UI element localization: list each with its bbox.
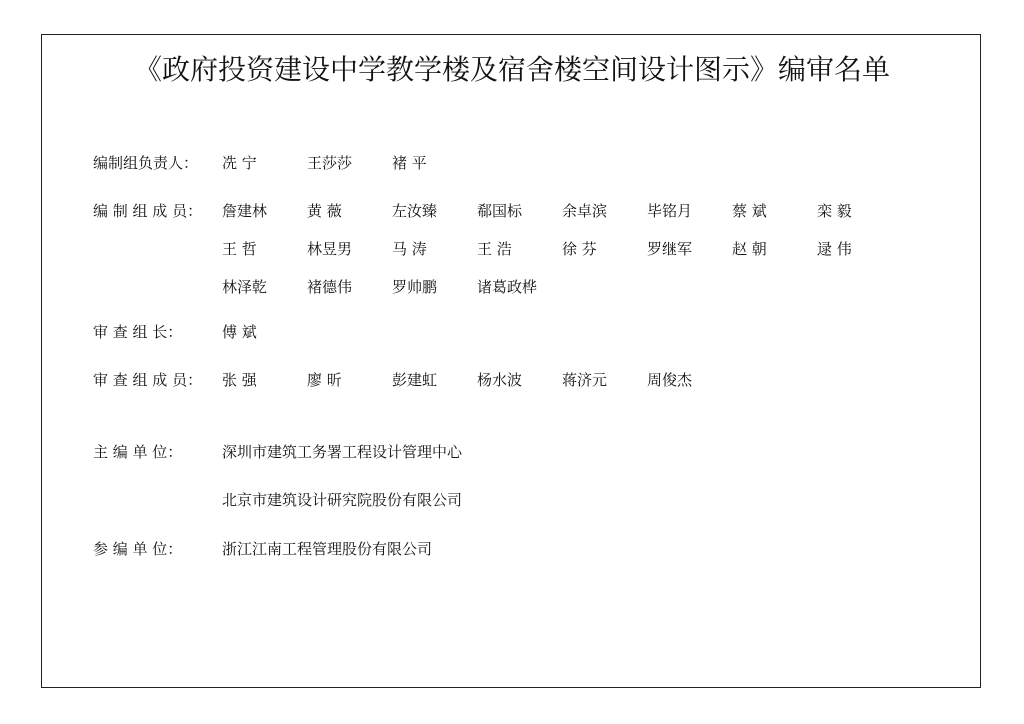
section-label-members: 编 制 组 成 员：: [93, 202, 203, 220]
person-name: 栾 毅: [817, 202, 852, 220]
person-name: 周俊杰: [647, 371, 693, 389]
person-name: 林泽乾: [222, 278, 268, 296]
section-label-review-lead: 审 查 组 长：: [93, 323, 183, 341]
person-name: 罗继军: [647, 240, 693, 258]
person-name: 王莎莎: [307, 154, 353, 172]
person-name: 毕铭月: [647, 202, 693, 220]
person-name: 郗国标: [477, 202, 523, 220]
person-name: 彭建虹: [392, 371, 438, 389]
person-name: 杨水波: [477, 371, 523, 389]
person-name: 褚德伟: [307, 278, 353, 296]
person-name: 马 涛: [392, 240, 427, 258]
person-name: 赵 朝: [732, 240, 767, 258]
person-name: 林昱男: [307, 240, 353, 258]
section-label-chief-units: 主 编 单 位：: [93, 443, 183, 461]
document-title: 《政府投资建设中学教学楼及宿舍楼空间设计图示》编审名单: [133, 53, 890, 86]
person-name: 廖 昕: [307, 371, 342, 389]
person-name: 王 浩: [477, 240, 512, 258]
person-name: 张 强: [222, 371, 257, 389]
organization-name: 深圳市建筑工务署工程设计管理中心: [222, 443, 463, 461]
document-frame: [41, 34, 981, 688]
person-name: 左汝臻: [392, 202, 438, 220]
person-name: 傅 斌: [222, 323, 257, 341]
section-label-participating-units: 参 编 单 位：: [93, 540, 183, 558]
organization-name: 浙江江南工程管理股份有限公司: [222, 540, 433, 558]
section-label-lead: 编制组负责人：: [93, 154, 199, 172]
person-name: 诸葛政桦: [477, 278, 538, 296]
person-name: 蔡 斌: [732, 202, 767, 220]
person-name: 罗帅鹏: [392, 278, 438, 296]
person-name: 詹建林: [222, 202, 268, 220]
person-name: 黄 薇: [307, 202, 342, 220]
person-name: 余卓滨: [562, 202, 608, 220]
organization-name: 北京市建筑设计研究院股份有限公司: [222, 491, 463, 509]
person-name: 王 哲: [222, 240, 257, 258]
person-name: 逯 伟: [817, 240, 852, 258]
person-name: 冼 宁: [222, 154, 257, 172]
person-name: 徐 芬: [562, 240, 597, 258]
person-name: 蒋济元: [562, 371, 608, 389]
person-name: 褚 平: [392, 154, 427, 172]
section-label-review-members: 审 查 组 成 员：: [93, 371, 203, 389]
